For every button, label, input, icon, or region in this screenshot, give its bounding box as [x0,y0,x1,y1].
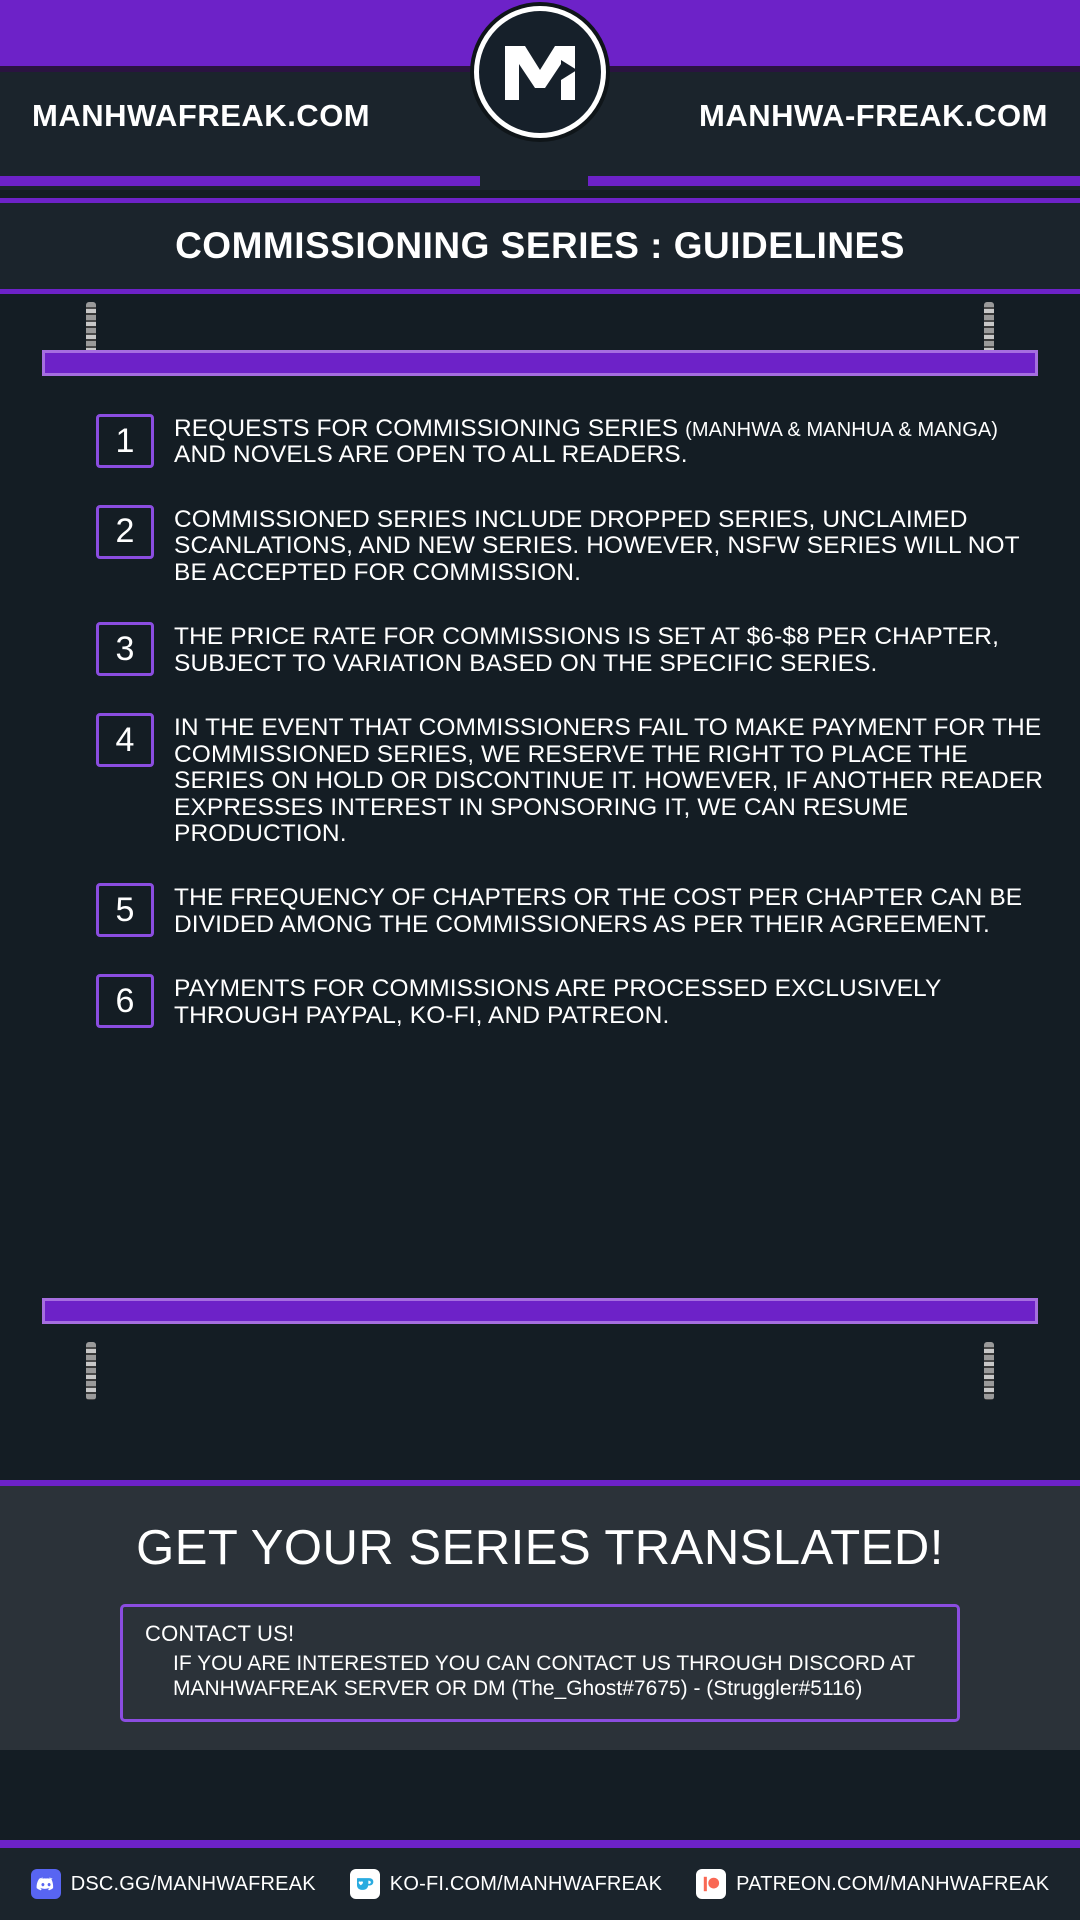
banner-bar-bottom [42,1298,1038,1324]
rule-text [174,412,1044,469]
social-link-discord[interactable] [31,1869,316,1899]
header-underline-right [588,176,1080,186]
rule-number: 3 [96,622,154,676]
rule-text-segment: PAYMENTS FOR COMMISSIONS ARE PROCESSED EXCLUSIVELY THROUGH PAYPAL, KO-FI, AND PATREON. [174,975,941,1029]
page-title: COMMISSIONING SERIES : GUIDELINES [175,225,905,266]
social-label: KO-FI.COM/MANHWAFREAK [389,1872,663,1895]
rule-text-segment: REQUESTS FOR COMMISSIONING SERIES [174,415,686,442]
rule-text [174,620,1044,677]
cta-section [0,1480,1080,1750]
social-label: DSC.GG/MANHWAFREAK [70,1872,316,1895]
rule-text-segment: IN THE EVENT THAT COMMISSIONERS FAIL TO MAKE PAYMENT FOR THE COMMISSIONED SERIES, WE RESERVE THE RIGHT TO PLACE THE SERIES ON HOLD OR DISCONTINUE IT. HOWEVER, IF ANOTHER READER EXPRESSES INTEREST IN SPONSORING IT, WE CAN RESUME PRODUCTION. [174,714,1044,847]
site-name-left: MANHWAFREAK.COM [32,98,371,133]
header [0,0,1080,190]
guidelines-section [0,294,1080,1480]
social-divider [0,1840,1080,1848]
rule-text [174,972,1044,1029]
rule-text-segment: COMMISSIONED SERIES INCLUDE DROPPED SERIES, UNCLAIMED SCANLATIONS, AND NEW SERIES. HOWEVER, NSFW SERIES WILL NOT BE ACCEPTED FOR COMMISSION. [174,505,1020,586]
manhwafreak-logo-icon [499,36,581,108]
header-underline-left [0,176,480,186]
rule-text-segment: THE FREQUENCY OF CHAPTERS OR THE COST PER CHAPTER CAN BE DIVIDED AMONG THE COMMISSIONERS AS PER THEIR AGREEMENT. [174,884,1023,938]
logo-ring [474,6,606,138]
contact-title: CONTACT US! [145,1621,295,1646]
list-item [96,412,1044,469]
social-links [0,1848,1080,1920]
contact-body: IF YOU ARE INTERESTED YOU CAN CONTACT US THROUGH DISCORD AT MANHWAFREAK SERVER OR DM (The_Ghost#7675) - (Struggler#5116) [173,1652,915,1701]
rule-text-segment: AND NOVELS ARE OPEN TO ALL READERS. [174,441,688,469]
list-item [96,620,1044,677]
site-name-right: MANHWA-FREAK.COM [699,98,1048,133]
rule-number: 4 [96,713,154,767]
chain-bottom-right-icon [984,1342,994,1400]
banner-bar-top [42,350,1038,376]
rule-text-small: (MANHWA & MANHUA & MANGA) [685,419,999,441]
rule-number: 5 [96,883,154,937]
cta-heading: GET YOUR SERIES TRANSLATED! [136,1521,944,1575]
social-label: PATREON.COM/MANHWAFREAK [736,1872,1050,1895]
rule-text [174,711,1044,847]
rule-text-segment: THE PRICE RATE FOR COMMISSIONS IS SET AT $6-$8 PER CHAPTER, SUBJECT TO VARIATION BASED ON THE SPECIFIC SERIES. [174,623,999,677]
patreon-icon [696,1869,726,1899]
kofi-icon [350,1869,380,1899]
list-item [96,881,1044,938]
list-item [96,711,1044,847]
social-link-kofi[interactable] [350,1869,662,1899]
logo [470,2,610,142]
rule-number: 6 [96,974,154,1028]
list-item [96,503,1044,586]
discord-icon [31,1869,61,1899]
contact-box [120,1604,960,1722]
rule-text [174,503,1044,586]
rule-number: 1 [96,414,154,468]
rules-list [0,412,1080,1063]
rule-number: 2 [96,505,154,559]
chain-bottom-left-icon [86,1342,96,1400]
page-title-bar [0,198,1080,294]
social-link-patreon[interactable] [696,1869,1049,1899]
list-item [96,972,1044,1029]
social-bar [0,1840,1080,1920]
rule-text [174,881,1044,938]
